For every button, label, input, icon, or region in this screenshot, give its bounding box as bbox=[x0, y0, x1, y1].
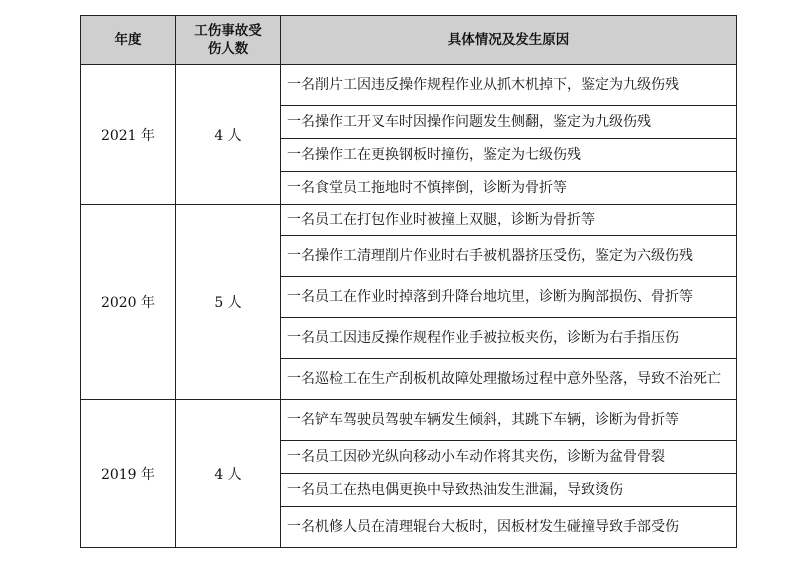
header-detail: 具体情况及发生原因 bbox=[281, 16, 737, 65]
header-year: 年度 bbox=[81, 16, 176, 65]
header-row bbox=[81, 16, 737, 65]
detail-cell: 一名员工在热电偶更换中导致热油发生泄漏，导致烫伤 bbox=[281, 474, 737, 507]
detail-cell: 一名员工因砂光纵向移动小车动作将其夹伤，诊断为盆骨骨裂 bbox=[281, 441, 737, 474]
table-row bbox=[81, 205, 737, 236]
count-cell: 4 人 bbox=[176, 400, 281, 548]
header-injury-count: 工伤事故受伤人数 bbox=[176, 16, 281, 65]
count-cell: 4 人 bbox=[176, 65, 281, 205]
year-cell: 2019 年 bbox=[81, 400, 176, 548]
detail-cell: 一名员工在打包作业时被撞上双腿，诊断为骨折等 bbox=[281, 205, 737, 236]
table-row bbox=[81, 65, 737, 106]
detail-cell: 一名操作工清理削片作业时右手被机器挤压受伤，鉴定为六级伤残 bbox=[281, 236, 737, 277]
year-cell: 2021 年 bbox=[81, 65, 176, 205]
detail-cell: 一名铲车驾驶员驾驶车辆发生倾斜，其跳下车辆，诊断为骨折等 bbox=[281, 400, 737, 441]
detail-cell: 一名操作工在更换钢板时撞伤，鉴定为七级伤残 bbox=[281, 139, 737, 172]
table-row bbox=[81, 400, 737, 441]
detail-cell: 一名员工因违反操作规程作业手被拉板夹伤，诊断为右手指压伤 bbox=[281, 318, 737, 359]
detail-cell: 一名巡检工在生产刮板机故障处理撤场过程中意外坠落，导致不治死亡 bbox=[281, 359, 737, 400]
detail-cell: 一名员工在作业时掉落到升降台地坑里，诊断为胸部损伤、骨折等 bbox=[281, 277, 737, 318]
injury-table bbox=[80, 15, 737, 548]
detail-cell: 一名操作工开叉车时因操作问题发生侧翻，鉴定为九级伤残 bbox=[281, 106, 737, 139]
year-cell: 2020 年 bbox=[81, 205, 176, 400]
detail-cell: 一名机修人员在清理辊台大板时，因板材发生碰撞导致手部受伤 bbox=[281, 507, 737, 548]
detail-cell: 一名削片工因违反操作规程作业从抓木机掉下，鉴定为九级伤残 bbox=[281, 65, 737, 106]
count-cell: 5 人 bbox=[176, 205, 281, 400]
detail-cell: 一名食堂员工拖地时不慎摔倒，诊断为骨折等 bbox=[281, 172, 737, 205]
